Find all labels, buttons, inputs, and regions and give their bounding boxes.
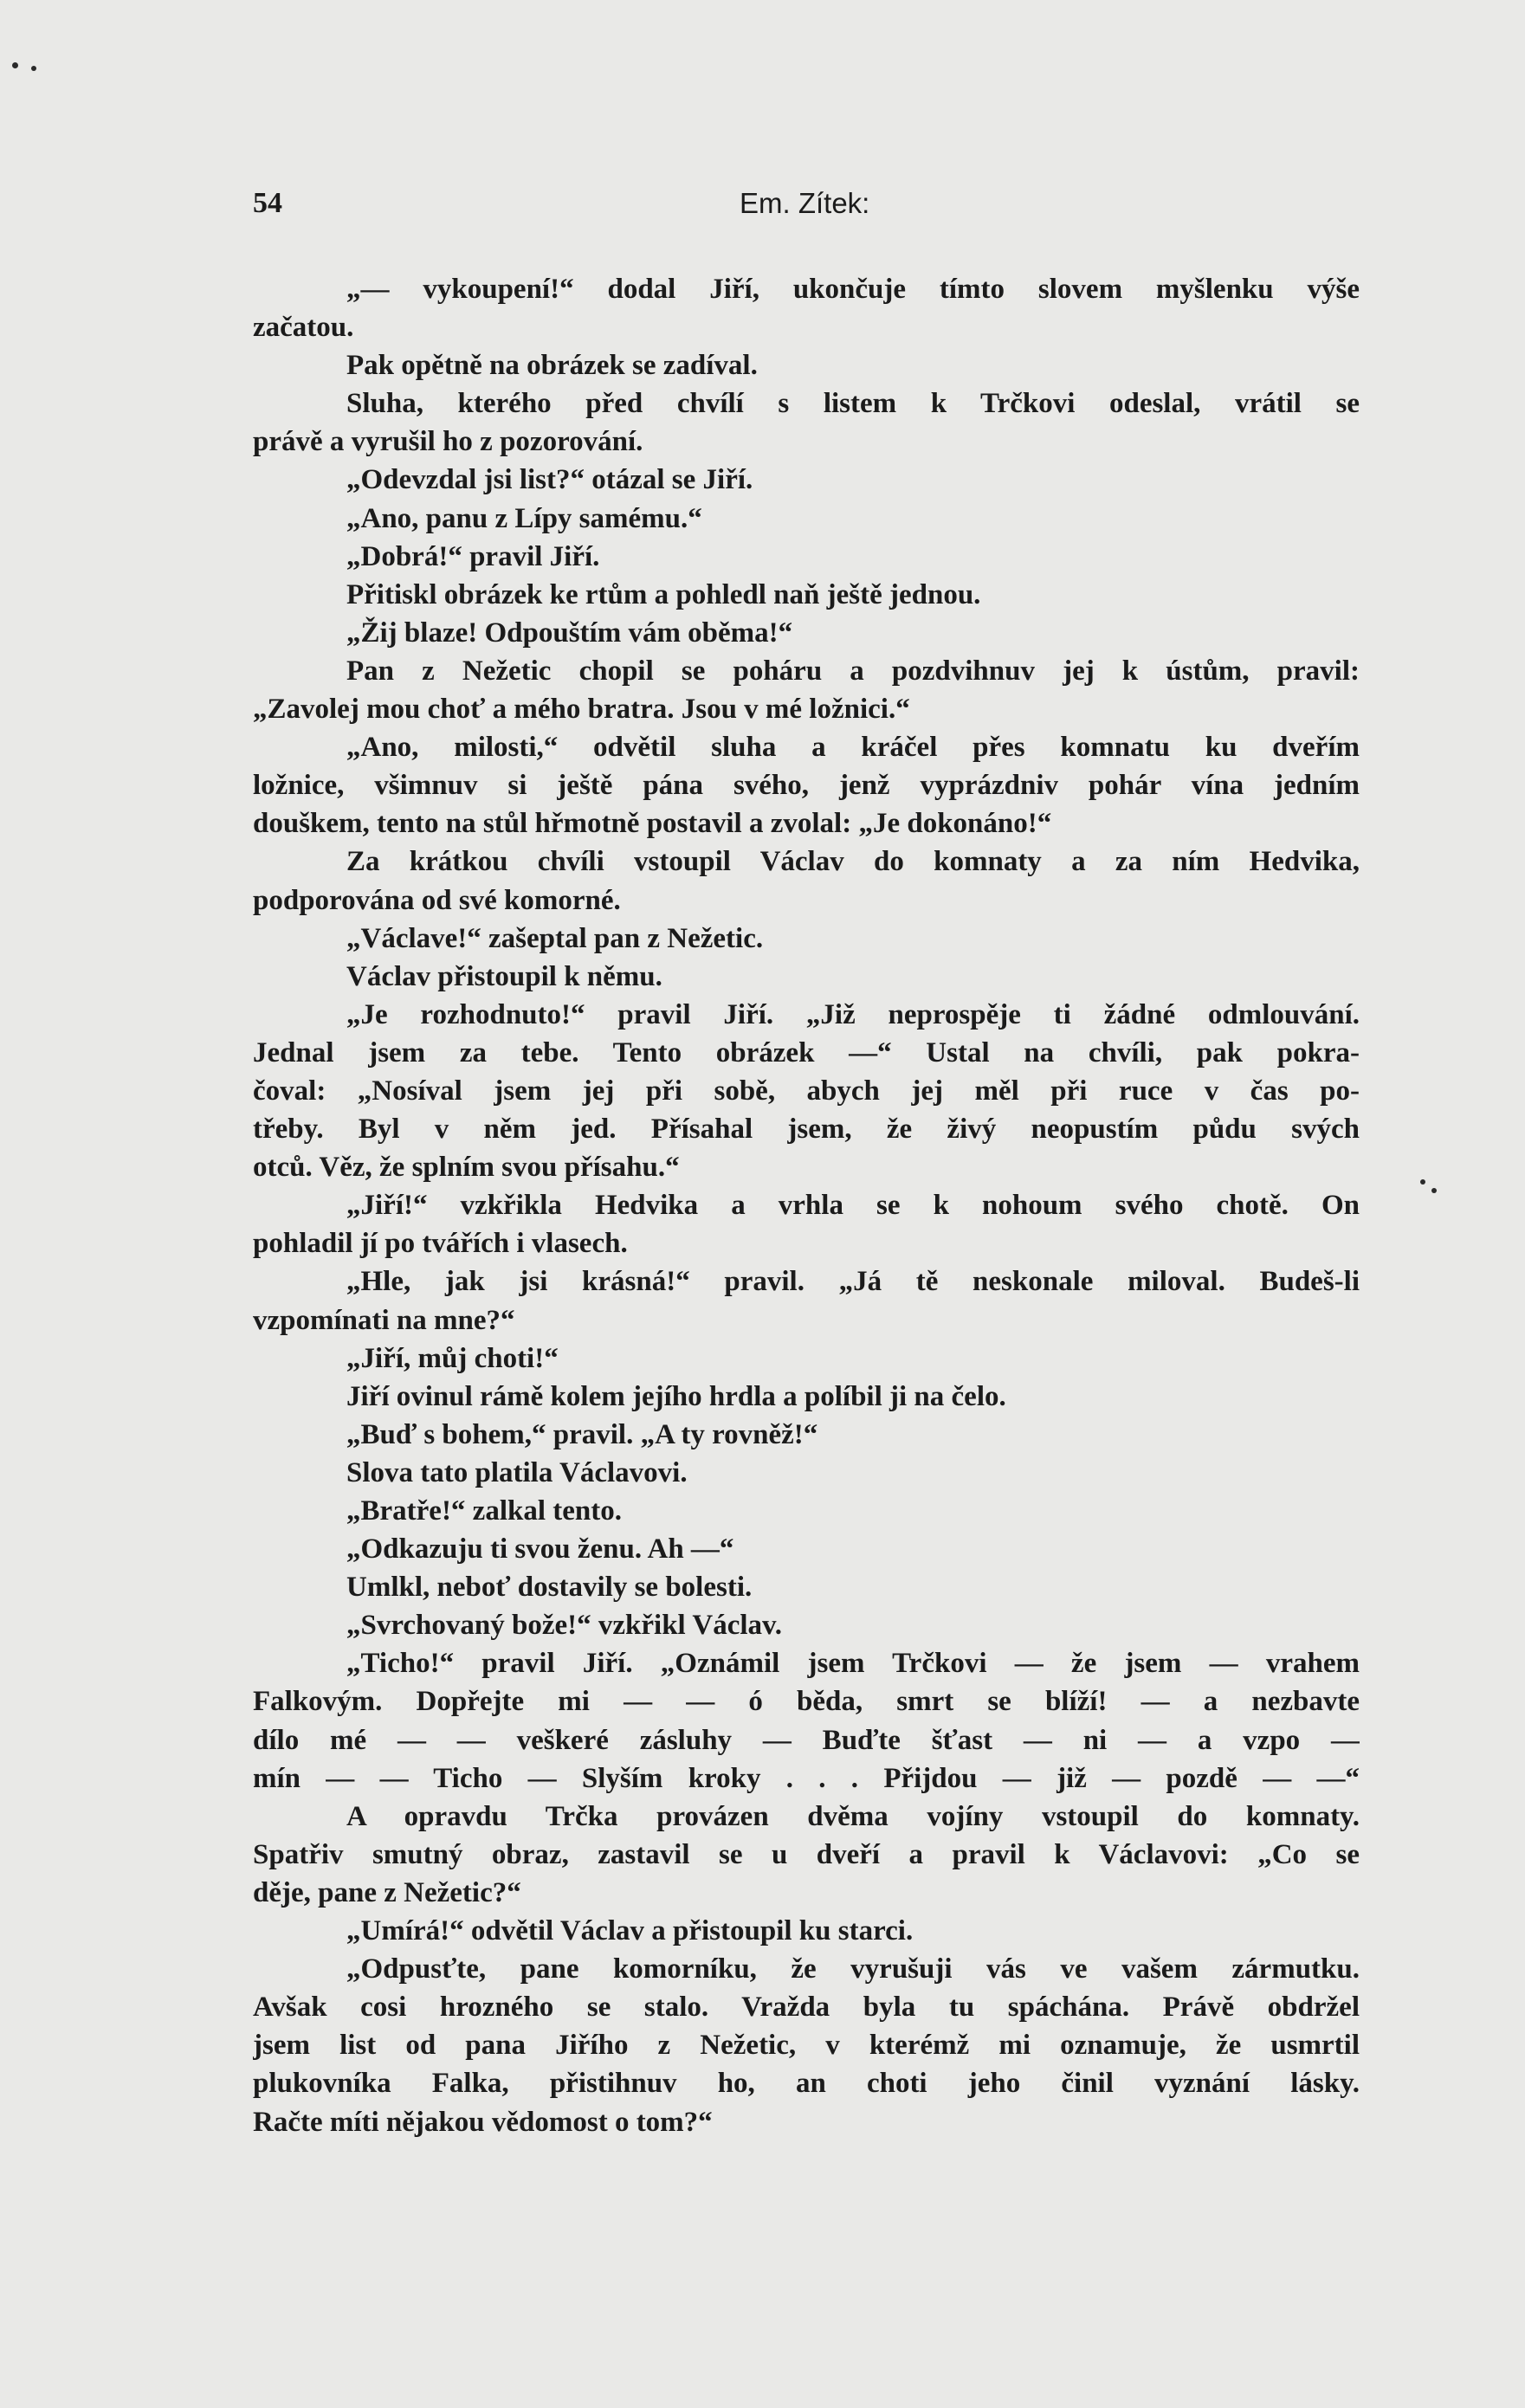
text-line: „Zavolej mou choť a mého bratra. Jsou v mé ložnici.“ [253,694,910,726]
text-line: otců. Věz, že splním svou přísahu.“ [253,1152,680,1184]
text-line: „Ano, panu z Lípy samému.“ [346,502,702,534]
text-line: Přitiskl obrázek ke rtům a pohledl naň ještě jednou. [346,578,981,610]
text-line: ložnice, všimnuv si ještě pána svého, jenž vyprázdniv pohár vína jedním [253,770,1360,802]
text-line: Spatřiv smutný obraz, zastavil se u dveří a pravil k Václavovi: „Co se [253,1838,1360,1870]
print-speck [12,62,18,68]
text-line: A opravdu Trčka provázen dvěma vojíny vstoupil do komnaty. [346,1800,1360,1832]
text-line: „Václave!“ zašeptal pan z Nežetic. [346,922,764,954]
text-line: „Je rozhodnuto!“ pravil Jiří. „Již neprospěje ti žádné odmlouvání. [346,998,1360,1030]
page-header [253,187,1361,239]
body-text [253,270,1360,2141]
text-line: čoval: „Nosíval jsem jej při sobě, abych jej měl při ruce v čas po- [253,1075,1360,1107]
text-line: plukovníka Falka, přistihnuv ho, an choti jeho činil vyznání lásky. [253,2068,1360,2100]
text-line: Umlkl, neboť dostavily se bolesti. [346,1572,753,1604]
text-line: „Jiří!“ vzkřikla Hedvika a vrhla se k nohoum svého chotě. On [346,1190,1360,1222]
text-line: Václav přistoupil k němu. [346,960,662,992]
text-line: „Žij blaze! Odpouštím vám oběma!“ [346,617,793,649]
text-line: „Odkazuju ti svou ženu. Ah —“ [346,1533,734,1566]
print-speck [1431,1188,1437,1193]
text-line: „Umírá!“ odvětil Václav a přistoupil ku starci. [346,1915,914,1947]
text-line: třeby. Byl v něm jed. Přísahal jsem, že živý neopustím půdu svých [253,1114,1360,1146]
text-line: „Svrchovaný bože!“ vzkřikl Václav. [346,1610,782,1642]
text-line: jsem list od pana Jiřího z Nežetic, v kterémž mi oznamuje, že usmrtil [253,2030,1360,2062]
text-line: vzpomínati na mne?“ [253,1304,515,1336]
text-line: Falkovým. Dopřejte mi — — ó běda, smrt se blíží! — a nezbavte [253,1686,1360,1718]
text-line: „Ano, milosti,“ odvětil sluha a kráčel přes komnatu ku dveřím [346,732,1360,764]
text-line: pohladil jí po tvářích i vlasech. [253,1228,628,1260]
running-head: Em. Zítek: [740,187,870,219]
text-line: Pak opětně na obrázek se zadíval. [346,350,758,382]
text-line: Sluha, kterého před chvílí s listem k Trčkovi odeslal, vrátil se [346,388,1360,420]
text-line: Avšak cosi hrozného se stalo. Vražda byla tu spáchána. Právě obdržel [253,1992,1360,2024]
text-line: dílo mé — — veškeré zásluhy — Buďte šťast — ni — a vzpo — [253,1724,1360,1756]
print-speck [1420,1179,1425,1185]
text-line: začatou. [253,312,354,344]
text-line: mín — — Ticho — Slyším kroky . . . Přijdou — již — pozdě — —“ [253,1762,1360,1794]
text-line: „Jiří, můj choti!“ [346,1342,559,1374]
text-line: právě a vyrušil ho z pozorování. [253,426,643,458]
text-line: „Bratře!“ zalkal tento. [346,1495,622,1527]
text-line: Pan z Nežetic chopil se poháru a pozdvihnuv jej k ústům, pravil: [346,655,1360,687]
text-line: podporována od své komorné. [253,884,621,916]
text-line: „Buď s bohem,“ pravil. „A ty rovněž!“ [346,1418,818,1450]
text-line: Jiří ovinul rámě kolem jejího hrdla a políbil ji na čelo. [346,1380,1006,1412]
text-line: „Odpusťte, pane komorníku, že vyrušuji vás ve vašem zármutku. [346,1953,1360,1985]
text-line: „— vykoupení!“ dodal Jiří, ukončuje tímto slovem myšlenku výše [346,274,1360,305]
text-line: „Odevzdal jsi list?“ otázal se Jiří. [346,464,753,496]
text-line: Za krátkou chvíli vstoupil Václav do komnaty a za ním Hedvika, [346,846,1360,878]
text-line: „Dobrá!“ pravil Jiří. [346,540,600,572]
page-number: 54 [253,187,282,219]
text-line: „Hle, jak jsi krásná!“ pravil. „Já tě neskonale miloval. Budeš-li [346,1266,1360,1298]
text-line: douškem, tento na stůl hřmotně postavil a zvolal: „Je dokonáno!“ [253,808,1052,840]
text-line: „Ticho!“ pravil Jiří. „Oznámil jsem Trčkovi — že jsem — vrahem [346,1648,1360,1680]
print-speck [31,66,36,71]
text-line: děje, pane z Nežetic?“ [253,1876,521,1908]
text-line: Račte míti nějakou vědomost o tom?“ [253,2106,713,2138]
text-line: Jednal jsem za tebe. Tento obrázek —“ Ustal na chvíli, pak pokra- [253,1036,1360,1068]
text-line: Slova tato platila Václavovi. [346,1456,688,1488]
